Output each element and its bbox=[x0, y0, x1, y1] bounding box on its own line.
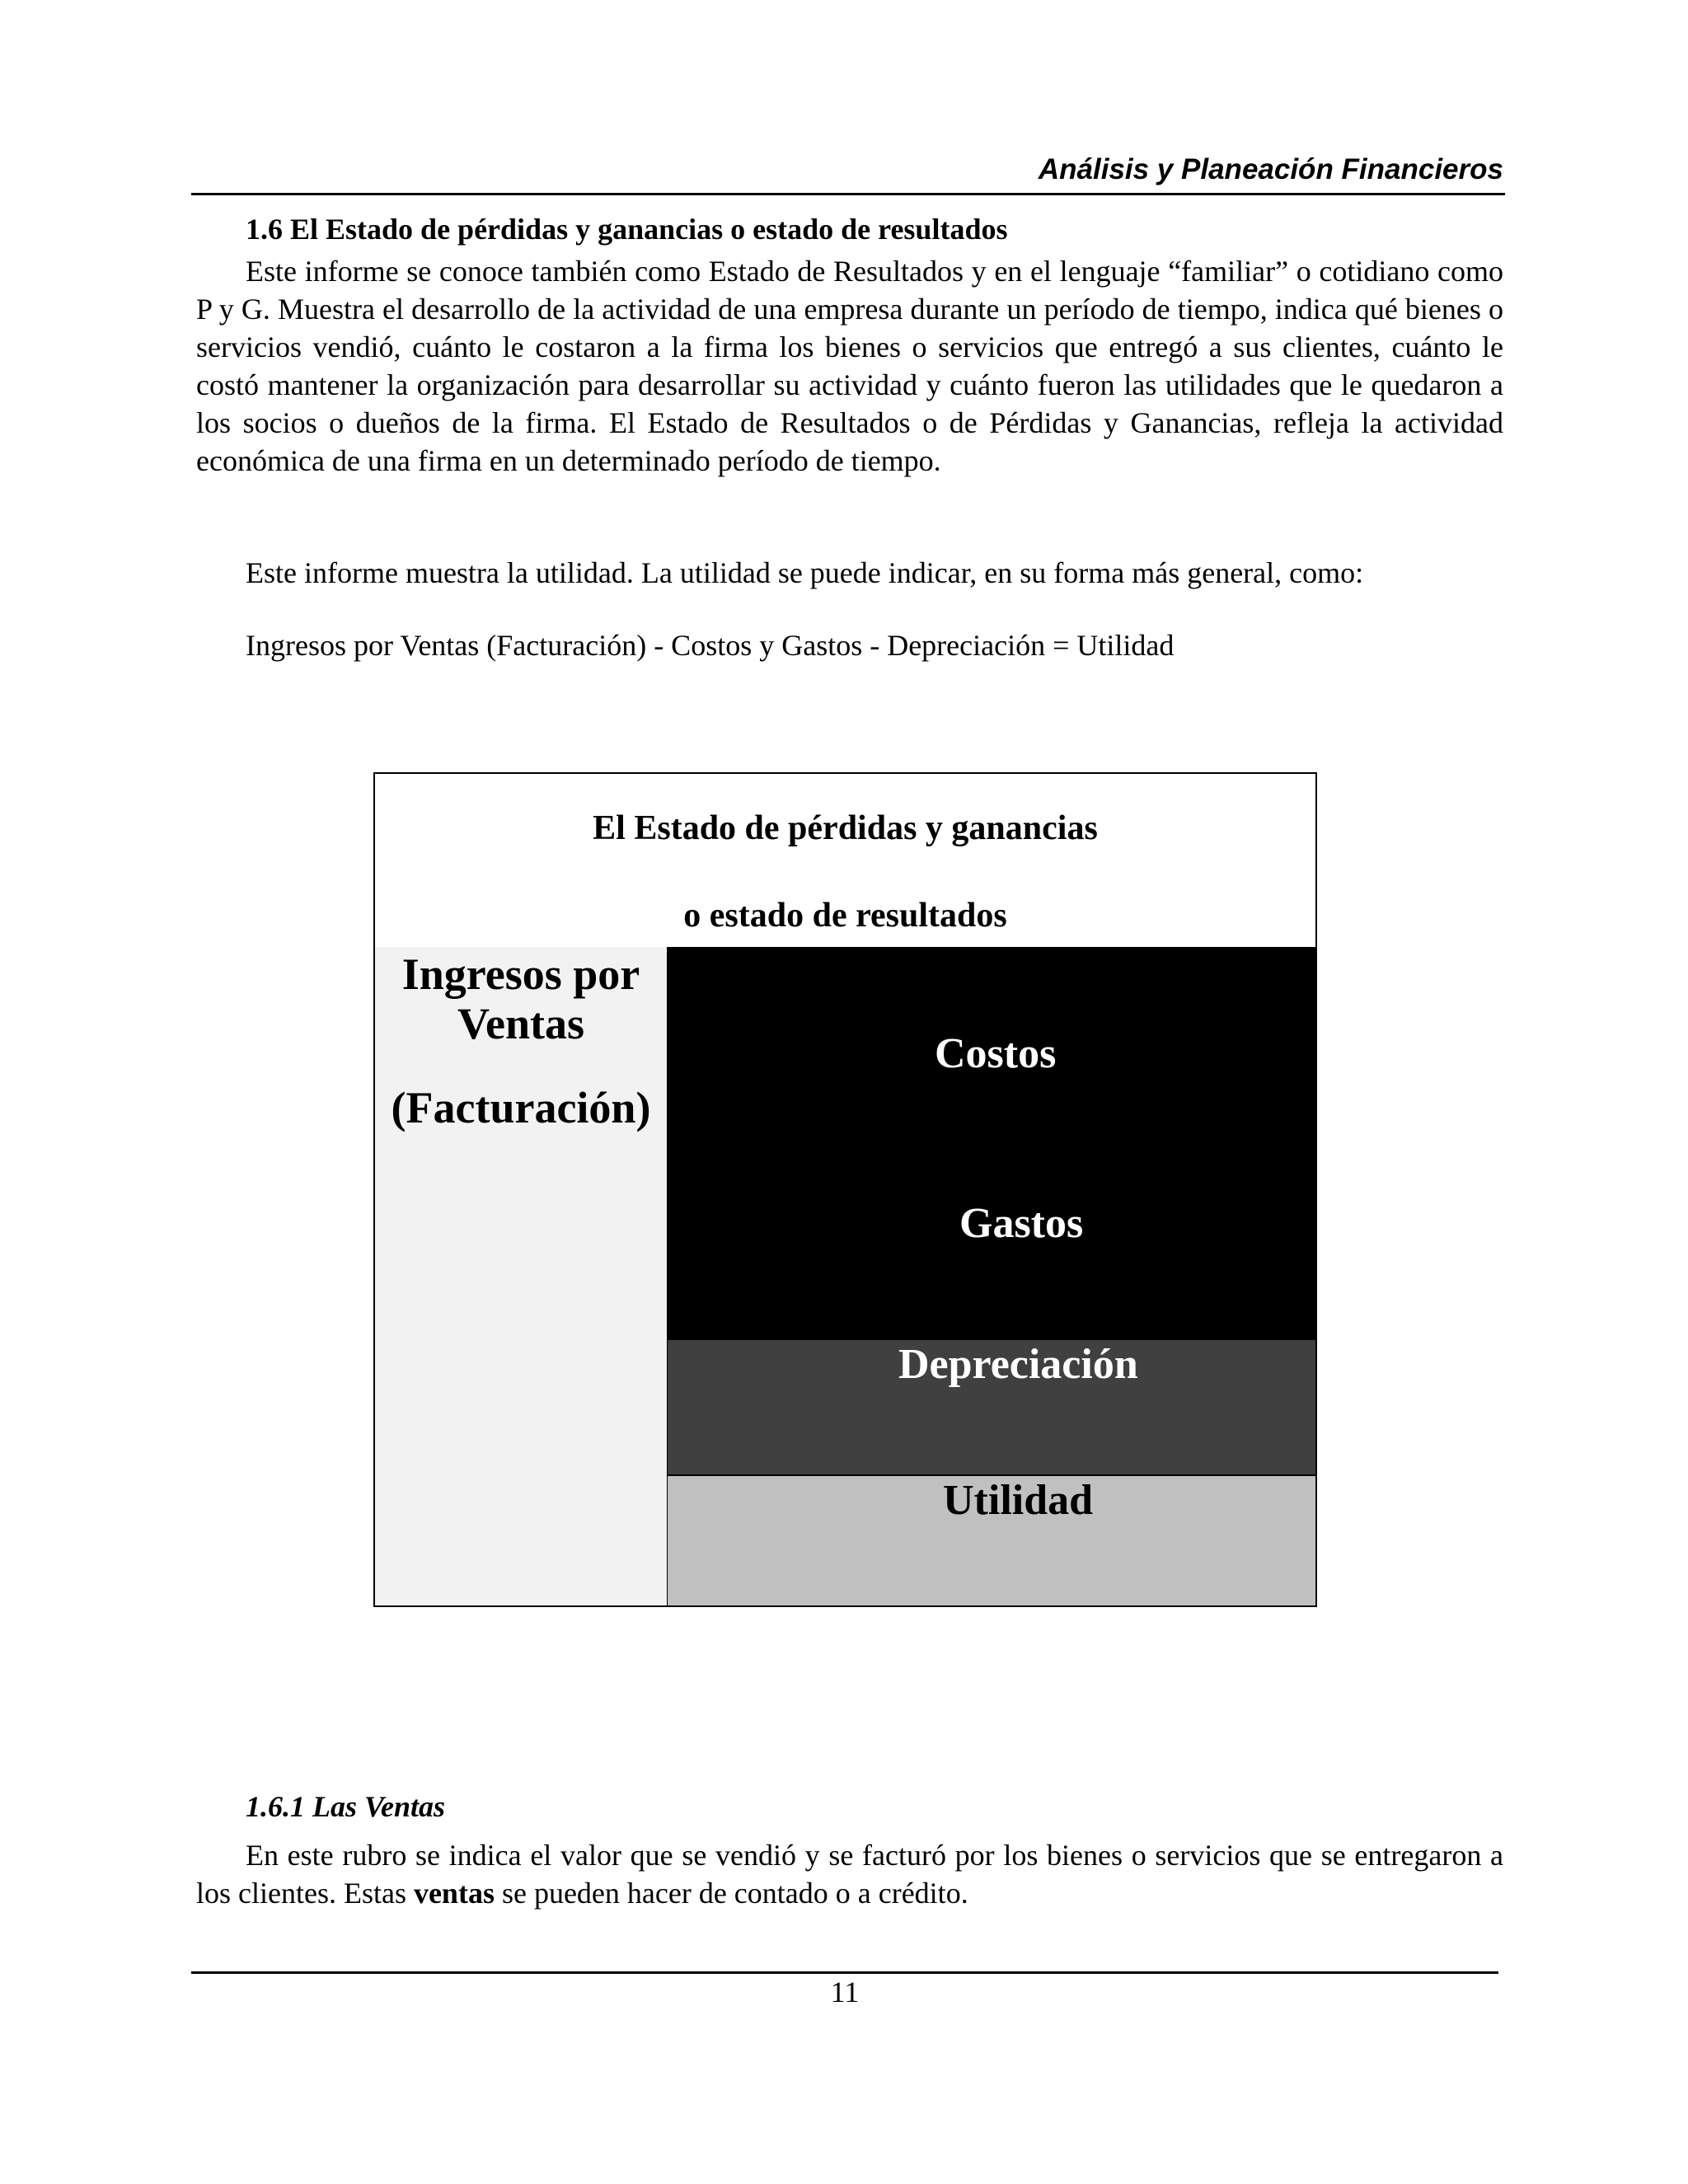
utility-formula: Ingresos por Ventas (Facturación) - Costos y Gastos - Depreciación = Utilidad bbox=[246, 629, 1175, 662]
depreciacion-block bbox=[668, 1339, 1315, 1474]
section-heading: 1.6 El Estado de pérdidas y ganancias o estado de resultados bbox=[246, 213, 1008, 246]
utilidad-block bbox=[668, 1474, 1315, 1605]
ventas-bold: ventas bbox=[413, 1877, 495, 1910]
gastos-label: Gastos bbox=[959, 1200, 1084, 1247]
ingresos-label-line-2: Ventas bbox=[457, 999, 585, 1048]
diagram-title-line-2: o estado de resultados bbox=[683, 897, 1007, 935]
section-paragraph-1: Este informe se conoce también como Estado de Resultados y en el lenguaje “familiar” o cotidiano como P y G. Muestra el desarrollo de la actividad de una empresa durante un período de tiempo, indica qué bienes o servicios vendió, cuánto le costaron a la firma los bienes o servicios que entregó a sus clientes, cuánto le costó mantener la organización para desarrollar su actividad y cuánto fueron las utilidades que le quedaron a los socios o dueños de la firma. El Estado de Resultados o de Pérdidas y Ganancias, refleja la actividad económica de una firma en un determinado período de tiempo. bbox=[196, 255, 1503, 477]
income-statement-diagram bbox=[373, 772, 1317, 1607]
header-rule bbox=[191, 193, 1505, 195]
subsection-text-1: En este rubro se indica el valor que se vendió y se facturó por los bienes o servicios que se entregaron a los clientes. Estas bbox=[196, 1839, 1503, 1910]
section-paragraph-2: Este informe muestra la utilidad. La utilidad se puede indicar, en su forma más general, como: bbox=[246, 556, 1364, 589]
utilidad-label: Utilidad bbox=[943, 1477, 1094, 1524]
diagram-title-line-1: El Estado de pérdidas y ganancias bbox=[593, 809, 1098, 847]
subsection-paragraph bbox=[196, 1836, 1503, 1912]
ingresos-label-line-3: (Facturación) bbox=[391, 1083, 651, 1132]
subsection-text-2: se pueden hacer de contado o a crédito. bbox=[494, 1877, 968, 1910]
running-header: Análisis y Planeación Financieros bbox=[1038, 153, 1503, 185]
depreciacion-label: Depreciación bbox=[898, 1341, 1138, 1388]
costos-label: Costos bbox=[935, 1030, 1057, 1077]
costos-gastos-block bbox=[668, 947, 1315, 1339]
page-number: 11 bbox=[830, 1975, 860, 2008]
subsection-heading: 1.6.1 Las Ventas bbox=[246, 1790, 446, 1823]
ingresos-label-line-1: Ingresos por bbox=[401, 949, 640, 999]
ingresos-block bbox=[375, 947, 668, 1605]
